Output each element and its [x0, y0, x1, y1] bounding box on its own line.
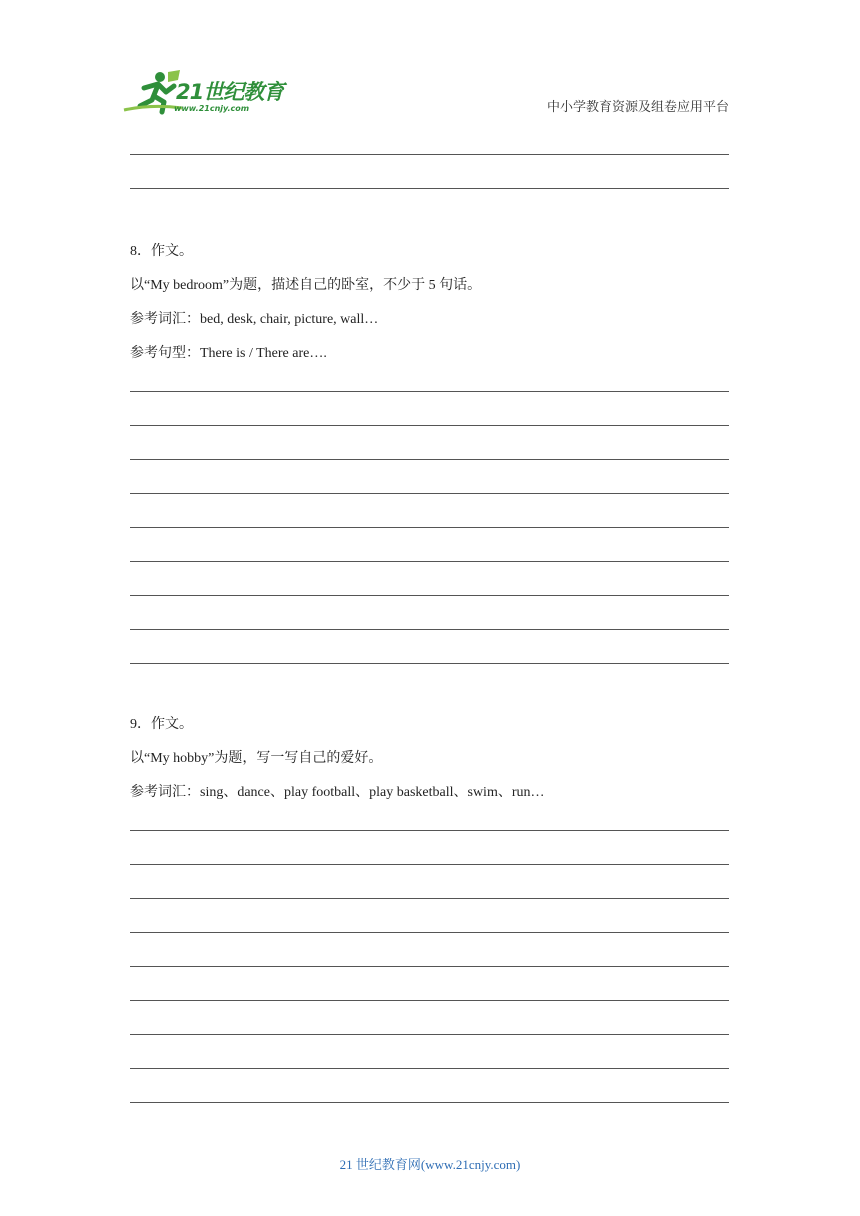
- logo-url-text: www.21cnjy.com: [174, 104, 250, 113]
- writing-line: [130, 864, 729, 865]
- question-9-vocab: 参考词汇：sing、dance、play football、play basketball、swim、run…: [130, 785, 545, 800]
- writing-line: [130, 188, 729, 189]
- writing-line: [130, 527, 729, 528]
- question-9-prompt: 以“My hobby”为题，写一写自己的爱好。: [130, 751, 383, 766]
- question-8-prompt: 以“My bedroom”为题，描述自己的卧室，不少于 5 句话。: [130, 278, 482, 293]
- writing-line: [130, 966, 729, 967]
- question-8-title: 8．作文。: [130, 244, 193, 259]
- platform-name: 中小学教育资源及组卷应用平台: [546, 99, 729, 114]
- writing-line: [130, 1000, 729, 1001]
- writing-line: [130, 629, 729, 630]
- writing-line: [130, 595, 729, 596]
- writing-line: [130, 932, 729, 933]
- writing-line: [130, 1068, 729, 1069]
- question-8-pattern: 参考句型：There is / There are….: [130, 346, 327, 361]
- writing-line: [130, 493, 729, 494]
- writing-line: [130, 1034, 729, 1035]
- writing-line: [130, 1102, 729, 1103]
- writing-line: [130, 830, 729, 831]
- writing-line: [130, 459, 729, 460]
- writing-line: [130, 425, 729, 426]
- writing-line: [130, 561, 729, 562]
- writing-line: [130, 154, 729, 155]
- question-8-vocab: 参考词汇：bed, desk, chair, picture, wall…: [130, 312, 379, 327]
- footer-link[interactable]: 21 世纪教育网(www.21cnjy.com): [339, 1157, 521, 1172]
- question-9-title: 9．作文。: [130, 717, 193, 732]
- logo-text: 21世纪教育: [176, 80, 284, 104]
- site-logo: [122, 68, 292, 116]
- writing-line: [130, 663, 729, 664]
- writing-line: [130, 391, 729, 392]
- writing-line: [130, 898, 729, 899]
